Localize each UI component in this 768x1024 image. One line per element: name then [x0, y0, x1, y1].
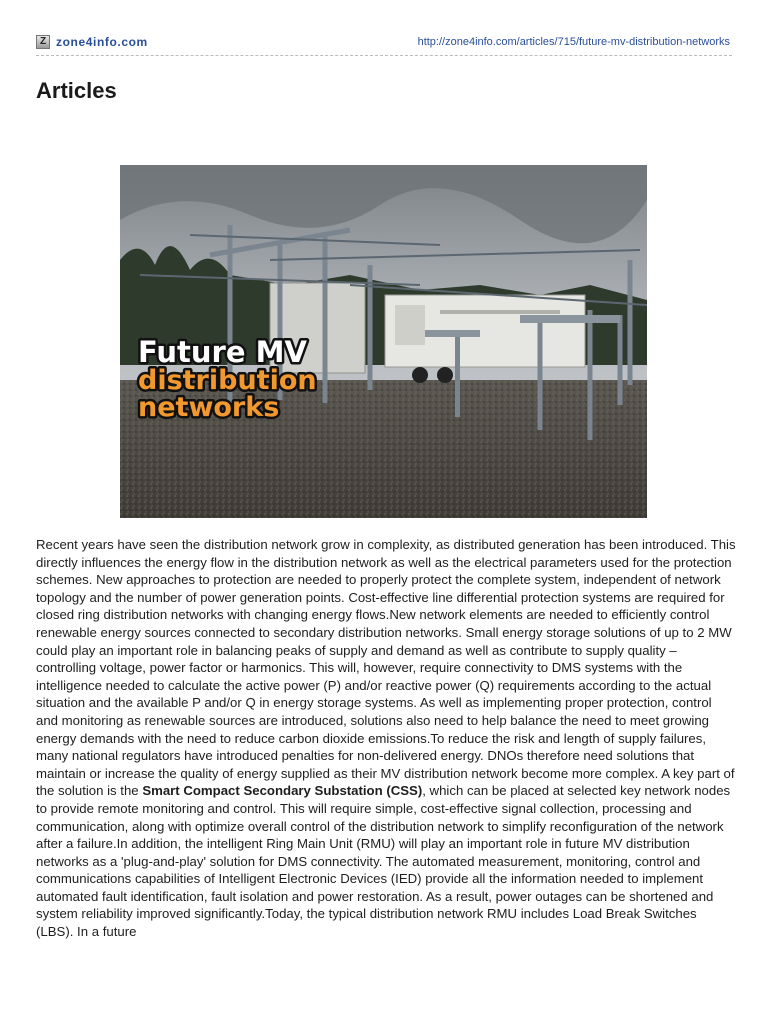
page-title: Articles	[36, 78, 117, 103]
site-brand[interactable]	[36, 35, 148, 49]
header-divider	[36, 55, 732, 56]
article-paragraph-part1: Recent years have seen the distribution network grow in complexity, as distributed generation has been introduced. This directly influences the energy flow in the distribution network as well as the electrical parameters used for the protection schemes. New approaches to protection are needed to properly protect the complete system, independent of network topology and the number of power generation points. Cost-effective line differential protection systems are required for closed ring distribution networks with changing energy flows.New network elements are needed to efficiently control renewable energy sources connected to secondary distribution networks. Small energy storage solutions of up to 2 MW could play an important role in balancing peaks of supply and demand as well as contribute to supply quality – controlling voltage, power factor or harmonics. This will, however, require connectivity to DMS systems with the intelligence needed to calculate the active power (P) and/or reactive power (Q) requirements according to the actual situation and the available P and/or Q in energy storage systems. As well as implementing proper protection, control and monitoring as renewable sources are introduced, solutions also need to help balance the need to meet growing energy demands with the need to reduce carbon dioxide emissions.To reduce the risk and length of supply failures, many national regulators have introduced penalties for non-delivered energy. DNOs therefore need solutions that maintain or increase the quality of energy supplied as their MV distribution network become more complex. A key part of the solution is the	[36, 537, 736, 799]
page-header	[36, 32, 730, 52]
hero-caption-line1: Future MV	[138, 335, 307, 369]
article-bold-term: Smart Compact Secondary Substation (CSS)	[142, 783, 423, 799]
hero-caption-line3: networks	[138, 392, 280, 423]
article-body	[36, 536, 736, 941]
article-url-link[interactable]: http://zone4info.com/articles/715/future-mv-distribution-networks	[417, 36, 730, 48]
site-logo-icon: Z	[36, 35, 50, 49]
hero-substation-photo	[120, 165, 647, 518]
hero-caption-line2: distribution	[138, 365, 317, 396]
site-name-link[interactable]: zone4info.com	[56, 35, 148, 49]
article-paragraph-part2: , which can be placed at selected key network nodes to provide remote monitoring and control. This will require simple, cost-effective signal collection, processing and communication, along with optimize overall control of the distribution network to simplify reconfiguration of the network after a failure.In addition, the intelligent Ring Main Unit (RMU) will play an important role in future MV distribution networks as a 'plug-and-play' solution for DMS connectivity. The automated measurement, monitoring, control and communications capabilities of Intelligent Electronic Devices (IED) provide all the information needed to implement automated fault identification, fault isolation and power restoration. As a result, power outages can be shortened and system reliability improved significantly.Today, the typical distribution network RMU includes Load Break Switches (LBS). In a future	[36, 783, 731, 940]
